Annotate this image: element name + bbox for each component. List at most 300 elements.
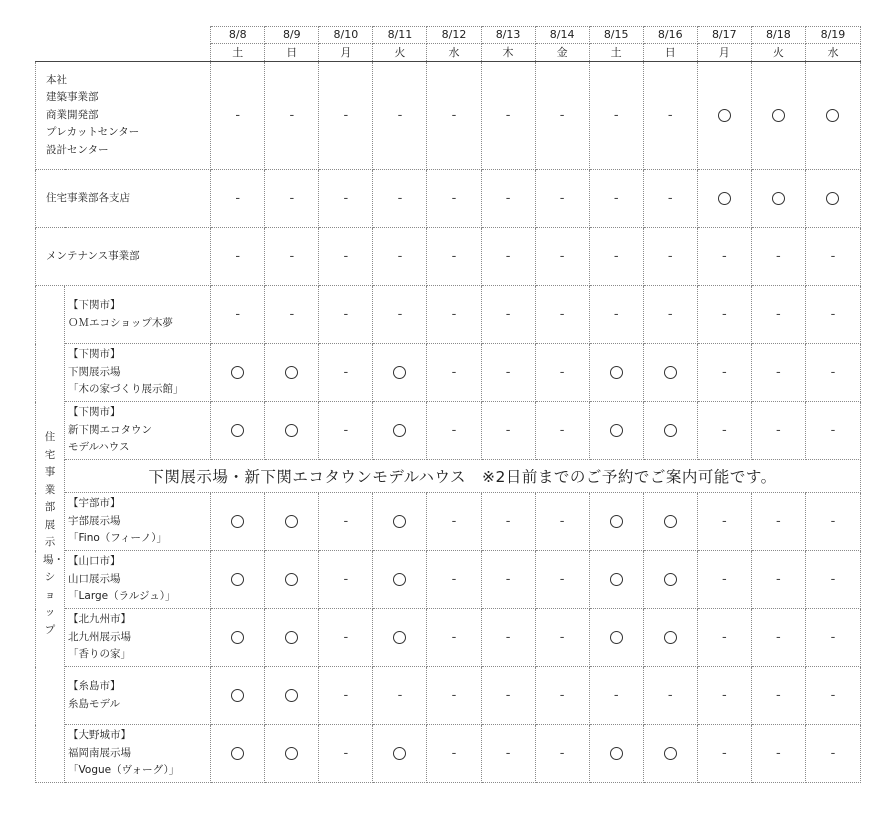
name-line: 【下関市】 bbox=[68, 406, 121, 419]
closed-dash-mark: - bbox=[721, 249, 727, 264]
status-cell bbox=[211, 170, 265, 228]
closed-dash-mark: - bbox=[343, 365, 349, 380]
closed-dash-mark: - bbox=[289, 108, 295, 123]
open-circle-icon bbox=[664, 747, 677, 760]
status-cell bbox=[481, 493, 535, 551]
status-cell bbox=[535, 170, 589, 228]
status-cell bbox=[319, 402, 373, 460]
status-cell bbox=[535, 493, 589, 551]
showroom-name bbox=[65, 493, 211, 551]
status-cell bbox=[427, 62, 481, 170]
name-line: 本社 bbox=[46, 73, 67, 86]
status-cell bbox=[427, 609, 481, 667]
status-cell bbox=[535, 344, 589, 402]
status-cell bbox=[373, 667, 427, 725]
closed-dash-mark: - bbox=[613, 307, 619, 322]
open-circle-icon bbox=[664, 631, 677, 644]
status-cell bbox=[265, 170, 319, 228]
weekday-header-4: 水 bbox=[427, 44, 481, 62]
department-name bbox=[36, 228, 211, 286]
status-cell bbox=[373, 609, 427, 667]
open-circle-icon bbox=[285, 515, 298, 528]
closed-dash-mark: - bbox=[235, 191, 241, 206]
open-circle-icon bbox=[231, 366, 244, 379]
status-cell bbox=[319, 551, 373, 609]
status-cell bbox=[751, 402, 805, 460]
date-header-6: 8/14 bbox=[535, 27, 589, 44]
closed-dash-mark: - bbox=[235, 249, 241, 264]
status-cell bbox=[697, 551, 751, 609]
open-circle-icon bbox=[231, 424, 244, 437]
closed-dash-mark: - bbox=[667, 191, 673, 206]
section-vertical-label bbox=[36, 286, 65, 783]
status-cell bbox=[589, 170, 643, 228]
closed-dash-mark: - bbox=[559, 423, 565, 438]
open-circle-icon bbox=[664, 573, 677, 586]
status-cell bbox=[589, 228, 643, 286]
name-line: 北九州展示場 bbox=[68, 630, 132, 643]
status-cell bbox=[805, 725, 860, 783]
department-row bbox=[36, 228, 861, 286]
status-cell bbox=[589, 493, 643, 551]
status-cell bbox=[535, 667, 589, 725]
status-cell bbox=[643, 493, 697, 551]
status-cell bbox=[427, 493, 481, 551]
name-line: 【下関市】 bbox=[68, 348, 121, 361]
date-header-5: 8/13 bbox=[481, 27, 535, 44]
status-cell bbox=[373, 344, 427, 402]
open-circle-icon bbox=[772, 192, 785, 205]
status-cell bbox=[589, 551, 643, 609]
date-header-7: 8/15 bbox=[589, 27, 643, 44]
status-cell bbox=[319, 170, 373, 228]
status-cell bbox=[427, 725, 481, 783]
name-line: 新下関エコタウン bbox=[68, 423, 153, 436]
date-header-10: 8/18 bbox=[751, 27, 805, 44]
status-cell bbox=[373, 551, 427, 609]
status-cell bbox=[481, 228, 535, 286]
closed-dash-mark: - bbox=[830, 572, 836, 587]
closed-dash-mark: - bbox=[343, 514, 349, 529]
status-cell bbox=[211, 286, 265, 344]
name-line: 「Fino（フィーノ）」 bbox=[68, 532, 168, 545]
showroom-row bbox=[36, 725, 861, 783]
status-cell bbox=[265, 228, 319, 286]
name-line: 【糸島市】 bbox=[68, 680, 121, 692]
holiday-schedule-table bbox=[35, 26, 861, 783]
name-line: メンテナンス事業部 bbox=[46, 249, 140, 262]
weekday-header-1: 日 bbox=[265, 44, 319, 62]
showroom-row bbox=[36, 609, 861, 667]
closed-dash-mark: - bbox=[830, 307, 836, 322]
reservation-note-row bbox=[36, 460, 861, 493]
status-cell bbox=[481, 62, 535, 170]
name-line: 糸島モデル bbox=[68, 697, 121, 710]
weekday-header-8: 日 bbox=[643, 44, 697, 62]
date-header-9: 8/17 bbox=[697, 27, 751, 44]
closed-dash-mark: - bbox=[776, 307, 781, 322]
status-cell bbox=[373, 62, 427, 170]
closed-dash-mark: - bbox=[343, 249, 349, 264]
name-line: 宇部展示場 bbox=[68, 514, 121, 527]
showroom-row bbox=[36, 344, 861, 402]
date-header-11: 8/19 bbox=[805, 27, 860, 44]
status-cell bbox=[805, 62, 860, 170]
status-cell bbox=[643, 344, 697, 402]
status-cell bbox=[373, 493, 427, 551]
status-cell bbox=[427, 344, 481, 402]
status-cell bbox=[265, 667, 319, 725]
status-cell bbox=[319, 493, 373, 551]
status-cell bbox=[697, 228, 751, 286]
closed-dash-mark: - bbox=[559, 191, 565, 206]
open-circle-icon bbox=[664, 424, 677, 437]
header-blank bbox=[36, 27, 211, 62]
status-cell bbox=[697, 344, 751, 402]
status-cell bbox=[805, 286, 860, 344]
date-header-4: 8/12 bbox=[427, 27, 481, 44]
status-cell bbox=[211, 725, 265, 783]
open-circle-icon bbox=[664, 366, 677, 379]
showroom-row bbox=[36, 493, 861, 551]
status-cell bbox=[589, 402, 643, 460]
closed-dash-mark: - bbox=[505, 514, 511, 529]
weekday-header-3: 火 bbox=[373, 44, 427, 62]
closed-dash-mark: - bbox=[343, 630, 349, 645]
status-cell bbox=[265, 62, 319, 170]
status-cell bbox=[643, 667, 697, 725]
open-circle-icon bbox=[610, 366, 623, 379]
status-cell bbox=[211, 551, 265, 609]
status-cell bbox=[643, 286, 697, 344]
name-line: 「香りの家」 bbox=[68, 648, 132, 661]
closed-dash-mark: - bbox=[559, 108, 565, 123]
closed-dash-mark: - bbox=[397, 191, 403, 206]
closed-dash-mark: - bbox=[559, 572, 565, 587]
closed-dash-mark: - bbox=[343, 423, 349, 438]
weekday-header-11: 水 bbox=[805, 44, 860, 62]
status-cell bbox=[319, 228, 373, 286]
date-header-row bbox=[36, 27, 861, 44]
weekday-header-0: 土 bbox=[211, 44, 265, 62]
status-cell bbox=[751, 493, 805, 551]
closed-dash-mark: - bbox=[505, 108, 511, 123]
closed-dash-mark: - bbox=[667, 249, 673, 264]
status-cell bbox=[805, 667, 860, 725]
showroom-name bbox=[65, 402, 211, 460]
status-cell bbox=[265, 725, 319, 783]
table-body bbox=[36, 27, 861, 783]
status-cell bbox=[751, 667, 805, 725]
open-circle-icon bbox=[664, 515, 677, 528]
closed-dash-mark: - bbox=[451, 191, 457, 206]
status-cell bbox=[643, 228, 697, 286]
status-cell bbox=[427, 402, 481, 460]
status-cell bbox=[805, 402, 860, 460]
open-circle-icon bbox=[610, 631, 623, 644]
name-line: ＯＭエコショップ木夢 bbox=[68, 316, 173, 329]
status-cell bbox=[265, 551, 319, 609]
closed-dash-mark: - bbox=[667, 307, 673, 322]
closed-dash-mark: - bbox=[505, 746, 511, 761]
closed-dash-mark: - bbox=[830, 630, 836, 645]
closed-dash-mark: - bbox=[235, 307, 241, 322]
status-cell bbox=[265, 609, 319, 667]
status-cell bbox=[643, 551, 697, 609]
status-cell bbox=[319, 725, 373, 783]
weekday-header-7: 土 bbox=[589, 44, 643, 62]
closed-dash-mark: - bbox=[397, 108, 403, 123]
open-circle-icon bbox=[393, 631, 406, 644]
status-cell bbox=[535, 62, 589, 170]
showroom-name bbox=[65, 551, 211, 609]
status-cell bbox=[697, 725, 751, 783]
closed-dash-mark: - bbox=[830, 423, 836, 438]
status-cell bbox=[481, 725, 535, 783]
status-cell bbox=[643, 62, 697, 170]
closed-dash-mark: - bbox=[397, 249, 403, 264]
closed-dash-mark: - bbox=[451, 249, 457, 264]
section-label-text: 住宅事業部展示場・ショップ bbox=[43, 431, 65, 636]
open-circle-icon bbox=[826, 109, 839, 122]
status-cell bbox=[481, 286, 535, 344]
status-cell bbox=[751, 551, 805, 609]
open-circle-icon bbox=[231, 515, 244, 528]
status-cell bbox=[805, 170, 860, 228]
closed-dash-mark: - bbox=[451, 630, 457, 645]
open-circle-icon bbox=[718, 192, 731, 205]
date-header-2: 8/10 bbox=[319, 27, 373, 44]
closed-dash-mark: - bbox=[451, 572, 457, 587]
closed-dash-mark: - bbox=[235, 108, 241, 123]
closed-dash-mark: - bbox=[830, 365, 836, 380]
closed-dash-mark: - bbox=[559, 514, 565, 529]
showroom-name bbox=[65, 667, 211, 725]
name-line: モデルハウス bbox=[68, 441, 130, 454]
status-cell bbox=[697, 402, 751, 460]
weekday-header-9: 月 bbox=[697, 44, 751, 62]
status-cell bbox=[481, 551, 535, 609]
status-cell bbox=[427, 286, 481, 344]
closed-dash-mark: - bbox=[505, 423, 511, 438]
closed-dash-mark: - bbox=[451, 365, 457, 380]
closed-dash-mark: - bbox=[613, 688, 619, 703]
closed-dash-mark: - bbox=[451, 746, 457, 761]
status-cell bbox=[751, 344, 805, 402]
open-circle-icon bbox=[610, 573, 623, 586]
weekday-header-10: 火 bbox=[751, 44, 805, 62]
closed-dash-mark: - bbox=[505, 365, 511, 380]
status-cell bbox=[535, 725, 589, 783]
closed-dash-mark: - bbox=[505, 630, 511, 645]
status-cell bbox=[589, 667, 643, 725]
closed-dash-mark: - bbox=[343, 191, 349, 206]
closed-dash-mark: - bbox=[721, 365, 727, 380]
status-cell bbox=[319, 286, 373, 344]
status-cell bbox=[589, 62, 643, 170]
closed-dash-mark: - bbox=[721, 630, 727, 645]
open-circle-icon bbox=[231, 689, 244, 702]
status-cell bbox=[211, 609, 265, 667]
status-cell bbox=[751, 286, 805, 344]
closed-dash-mark: - bbox=[830, 514, 836, 529]
status-cell bbox=[211, 228, 265, 286]
weekday-header-6: 金 bbox=[535, 44, 589, 62]
name-line: 住宅事業部各支店 bbox=[46, 191, 130, 204]
status-cell bbox=[589, 286, 643, 344]
status-cell bbox=[751, 609, 805, 667]
department-row bbox=[36, 170, 861, 228]
open-circle-icon bbox=[231, 573, 244, 586]
status-cell bbox=[751, 228, 805, 286]
status-cell bbox=[535, 228, 589, 286]
status-cell bbox=[319, 344, 373, 402]
department-name bbox=[36, 170, 211, 228]
status-cell bbox=[751, 725, 805, 783]
showroom-row bbox=[36, 402, 861, 460]
showroom-name bbox=[65, 344, 211, 402]
closed-dash-mark: - bbox=[776, 514, 781, 529]
status-cell bbox=[211, 493, 265, 551]
closed-dash-mark: - bbox=[505, 572, 511, 587]
name-line: 「Vogue（ヴォーグ）」 bbox=[68, 764, 180, 777]
status-cell bbox=[373, 228, 427, 286]
closed-dash-mark: - bbox=[451, 514, 457, 529]
showroom-name bbox=[65, 286, 211, 344]
date-header-3: 8/11 bbox=[373, 27, 427, 44]
name-line: 「Large（ラルジュ）」 bbox=[68, 590, 176, 603]
closed-dash-mark: - bbox=[613, 108, 619, 123]
name-line: 「木の家づくり展示館」 bbox=[68, 383, 184, 396]
status-cell bbox=[805, 551, 860, 609]
status-cell bbox=[697, 170, 751, 228]
reservation-note: 下関展示場・新下関エコタウンモデルハウス ※2日前までのご予約でご案内可能です。 bbox=[65, 460, 861, 493]
status-cell bbox=[319, 62, 373, 170]
closed-dash-mark: - bbox=[559, 630, 565, 645]
status-cell bbox=[373, 170, 427, 228]
closed-dash-mark: - bbox=[343, 746, 349, 761]
closed-dash-mark: - bbox=[721, 423, 727, 438]
closed-dash-mark: - bbox=[289, 307, 295, 322]
name-line: 山口展示場 bbox=[68, 572, 121, 585]
closed-dash-mark: - bbox=[776, 572, 781, 587]
status-cell bbox=[805, 609, 860, 667]
status-cell bbox=[427, 551, 481, 609]
status-cell bbox=[427, 170, 481, 228]
open-circle-icon bbox=[393, 366, 406, 379]
showroom-row bbox=[36, 551, 861, 609]
name-line: 下関展示場 bbox=[68, 365, 121, 378]
closed-dash-mark: - bbox=[397, 688, 403, 703]
status-cell bbox=[535, 551, 589, 609]
name-line: 【北九州市】 bbox=[68, 613, 132, 626]
closed-dash-mark: - bbox=[451, 108, 457, 123]
status-cell bbox=[481, 170, 535, 228]
name-line: 福岡南展示場 bbox=[68, 746, 132, 759]
name-line: 商業開発部 bbox=[46, 108, 99, 121]
open-circle-icon bbox=[393, 515, 406, 528]
open-circle-icon bbox=[610, 424, 623, 437]
open-circle-icon bbox=[393, 424, 406, 437]
status-cell bbox=[805, 228, 860, 286]
closed-dash-mark: - bbox=[451, 688, 457, 703]
showroom-row bbox=[36, 667, 861, 725]
status-cell bbox=[643, 170, 697, 228]
closed-dash-mark: - bbox=[505, 688, 511, 703]
closed-dash-mark: - bbox=[289, 191, 295, 206]
status-cell bbox=[643, 725, 697, 783]
open-circle-icon bbox=[718, 109, 731, 122]
showroom-name bbox=[65, 609, 211, 667]
weekday-header-5: 木 bbox=[481, 44, 535, 62]
department-name bbox=[36, 62, 211, 170]
closed-dash-mark: - bbox=[613, 191, 619, 206]
status-cell bbox=[481, 667, 535, 725]
closed-dash-mark: - bbox=[397, 307, 403, 322]
date-header-1: 8/9 bbox=[265, 27, 319, 44]
closed-dash-mark: - bbox=[667, 688, 673, 703]
status-cell bbox=[319, 667, 373, 725]
name-line: 【山口市】 bbox=[68, 555, 121, 568]
open-circle-icon bbox=[610, 515, 623, 528]
status-cell bbox=[535, 402, 589, 460]
closed-dash-mark: - bbox=[776, 423, 781, 438]
closed-dash-mark: - bbox=[559, 688, 565, 703]
status-cell bbox=[643, 402, 697, 460]
status-cell bbox=[589, 725, 643, 783]
open-circle-icon bbox=[285, 366, 298, 379]
closed-dash-mark: - bbox=[776, 365, 781, 380]
name-line: 設計センター bbox=[46, 143, 109, 156]
status-cell bbox=[535, 609, 589, 667]
name-line: 【大野城市】 bbox=[68, 729, 132, 742]
closed-dash-mark: - bbox=[721, 688, 727, 703]
closed-dash-mark: - bbox=[776, 249, 781, 264]
status-cell bbox=[589, 344, 643, 402]
status-cell bbox=[427, 228, 481, 286]
status-cell bbox=[589, 609, 643, 667]
status-cell bbox=[697, 286, 751, 344]
closed-dash-mark: - bbox=[343, 688, 349, 703]
closed-dash-mark: - bbox=[667, 108, 673, 123]
closed-dash-mark: - bbox=[721, 746, 727, 761]
open-circle-icon bbox=[231, 747, 244, 760]
open-circle-icon bbox=[285, 747, 298, 760]
status-cell bbox=[697, 667, 751, 725]
closed-dash-mark: - bbox=[505, 191, 511, 206]
status-cell bbox=[535, 286, 589, 344]
status-cell bbox=[427, 667, 481, 725]
open-circle-icon bbox=[231, 631, 244, 644]
showroom-name bbox=[65, 725, 211, 783]
status-cell bbox=[211, 402, 265, 460]
closed-dash-mark: - bbox=[559, 307, 565, 322]
status-cell bbox=[481, 402, 535, 460]
department-row bbox=[36, 62, 861, 170]
closed-dash-mark: - bbox=[289, 249, 295, 264]
closed-dash-mark: - bbox=[343, 307, 349, 322]
open-circle-icon bbox=[610, 747, 623, 760]
closed-dash-mark: - bbox=[613, 249, 619, 264]
status-cell bbox=[697, 609, 751, 667]
showroom-row bbox=[36, 286, 861, 344]
name-line: 建築事業部 bbox=[46, 91, 99, 104]
status-cell bbox=[481, 344, 535, 402]
status-cell bbox=[265, 493, 319, 551]
status-cell bbox=[751, 62, 805, 170]
status-cell bbox=[265, 402, 319, 460]
open-circle-icon bbox=[285, 424, 298, 437]
